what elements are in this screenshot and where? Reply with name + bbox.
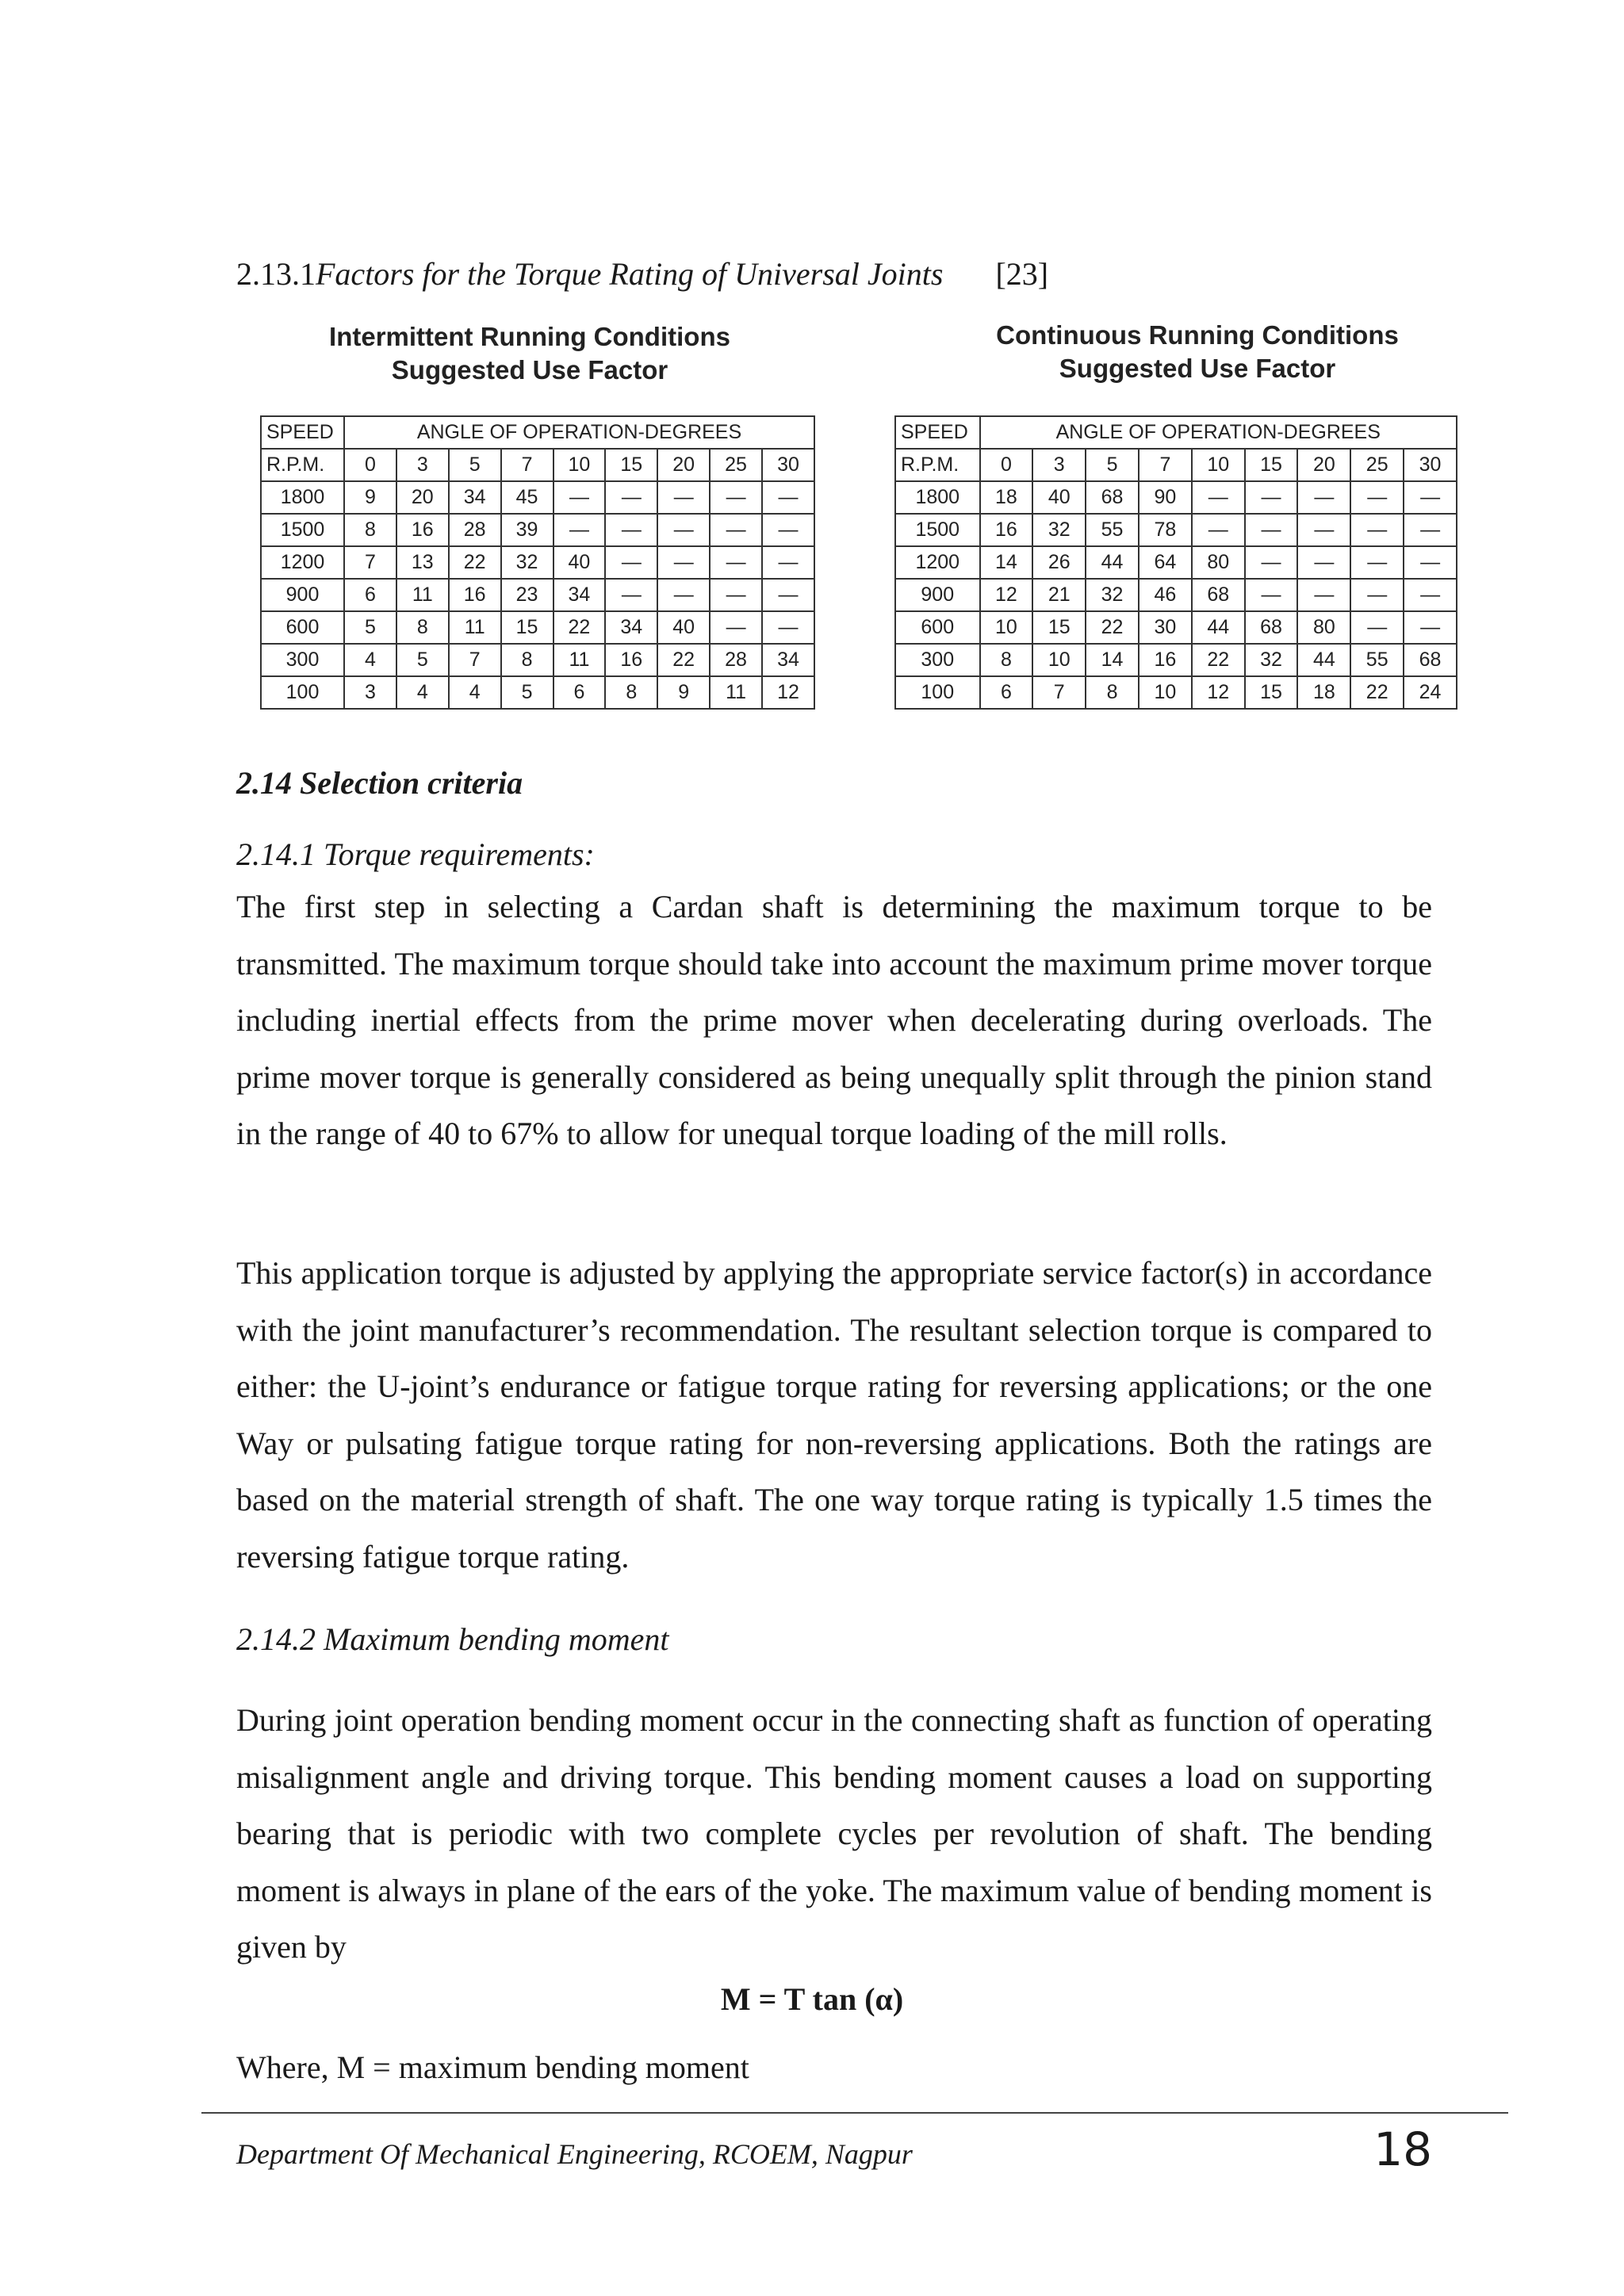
factor-cell: 22 [1086, 611, 1139, 644]
factor-cell: — [1350, 514, 1404, 546]
angle-cell: 0 [980, 449, 1033, 481]
table-row [895, 514, 1457, 546]
factor-cell: 44 [1297, 644, 1350, 676]
factor-cell: — [1350, 611, 1404, 644]
factor-cell: — [1297, 514, 1350, 546]
factor-cell: 7 [344, 546, 396, 579]
rpm-cell: 100 [895, 676, 980, 709]
continuous-factor-table [894, 415, 1457, 710]
factor-cell: — [1245, 481, 1298, 514]
factor-cell: — [762, 546, 814, 579]
factor-cell: — [762, 514, 814, 546]
rpm-header: R.P.M. [261, 449, 344, 481]
angle-cell: 7 [501, 449, 553, 481]
table-row [895, 546, 1457, 579]
table-row [261, 481, 814, 514]
intermittent-caption [260, 320, 799, 387]
intermittent-factor-table [260, 415, 815, 710]
factor-cell: 15 [1245, 676, 1298, 709]
factor-cell: 39 [501, 514, 553, 546]
paragraph-torque: The first step in selecting a Cardan shaft is determining the maximum torque to be transmitted. The maximum torque should take into account the maximum prime mover torque including inertial effects from the prime mover when decelerating during overloads. The prime mover torque is generally considered as being unequally split through the pinion stand in the range of 40 to 67% to allow for unequal torque loading of the mill rolls. [236, 889, 1432, 1152]
angle-cell: 30 [1404, 449, 1457, 481]
factor-cell: 20 [396, 481, 449, 514]
factor-cell: — [710, 481, 762, 514]
angle-cell: 25 [710, 449, 762, 481]
factor-cell: 34 [605, 611, 657, 644]
factor-cell: — [605, 546, 657, 579]
table-row [261, 514, 814, 546]
factor-cell: 68 [1086, 481, 1139, 514]
factor-cell: 11 [396, 579, 449, 611]
factor-cell: 8 [396, 611, 449, 644]
angle-cell: 7 [1139, 449, 1192, 481]
angle-cell: 25 [1350, 449, 1404, 481]
angle-cell: 20 [657, 449, 710, 481]
factor-cell: 34 [553, 579, 606, 611]
factor-cell: — [1297, 579, 1350, 611]
footer-divider [201, 2112, 1508, 2114]
factor-cell: 32 [1086, 579, 1139, 611]
paragraph-service-factor: This application torque is adjusted by applying the appropriate service factor(s) in accordance with the joint manufacturer’s recommendation. The resultant selection torque is compared to either: the U-joint’s endurance or fatigue torque rating for reversing applications; or the one Way or pulsating fatigue torque rating for non-reversing applications. Both the ratings are based on the material strength of shaft. The one way torque rating is typically 1.5 times the reversing fatigue torque rating. [236, 1255, 1432, 1575]
factor-cell: 5 [501, 676, 553, 709]
factor-cell: 55 [1086, 514, 1139, 546]
factor-cell: 22 [449, 546, 501, 579]
factor-cell: 18 [1297, 676, 1350, 709]
factor-cell: 14 [1086, 644, 1139, 676]
factor-cell: 30 [1139, 611, 1192, 644]
factor-cell: 4 [396, 676, 449, 709]
table-row [895, 579, 1457, 611]
factor-cell: 16 [605, 644, 657, 676]
factor-cell: — [605, 481, 657, 514]
table-row [895, 676, 1457, 709]
angle-cell: 15 [1245, 449, 1298, 481]
bending-moment-heading: 2.14.2 Maximum bending moment [236, 1621, 669, 1657]
angle-header: ANGLE OF OPERATION-DEGREES [344, 416, 814, 449]
factor-cell: 80 [1192, 546, 1245, 579]
factor-cell: 22 [1192, 644, 1245, 676]
factor-cell: — [553, 514, 606, 546]
factor-cell: 34 [449, 481, 501, 514]
factor-cell: 34 [762, 644, 814, 676]
factor-cell: — [657, 481, 710, 514]
angle-cell: 30 [762, 449, 814, 481]
factor-cell: 5 [396, 644, 449, 676]
factor-cell: 10 [980, 611, 1033, 644]
factor-cell: — [657, 579, 710, 611]
factor-cell: — [762, 481, 814, 514]
factor-cell: — [1192, 514, 1245, 546]
factor-cell: 64 [1139, 546, 1192, 579]
factor-cell: — [657, 546, 710, 579]
factor-cell: 8 [605, 676, 657, 709]
factor-cell: — [710, 579, 762, 611]
factor-cell: — [1245, 546, 1298, 579]
selection-criteria-heading: 2.14 Selection criteria [236, 765, 523, 801]
factor-cell: 23 [501, 579, 553, 611]
rpm-cell: 1800 [895, 481, 980, 514]
factor-cell: 24 [1404, 676, 1457, 709]
intermittent-caption-line2: Suggested Use Factor [391, 355, 668, 385]
factor-cell: 12 [980, 579, 1033, 611]
factor-cell: 10 [1139, 676, 1192, 709]
factor-cell: 4 [449, 676, 501, 709]
factor-cell: 16 [396, 514, 449, 546]
table-row [895, 644, 1457, 676]
table-row [895, 611, 1457, 644]
rpm-header: R.P.M. [895, 449, 980, 481]
factor-cell: 90 [1139, 481, 1192, 514]
factor-cell: 16 [449, 579, 501, 611]
factor-cell: — [1192, 481, 1245, 514]
continuous-caption-line1: Continuous Running Conditions [996, 320, 1399, 350]
factor-cell: 45 [501, 481, 553, 514]
factor-cell: 18 [980, 481, 1033, 514]
factor-cell: 16 [980, 514, 1033, 546]
table-row [895, 481, 1457, 514]
table-row [261, 611, 814, 644]
factor-cell: 3 [344, 676, 396, 709]
angle-cell: 3 [1032, 449, 1086, 481]
factor-cell: 8 [980, 644, 1033, 676]
factor-cell: 40 [553, 546, 606, 579]
factor-cell: — [1404, 481, 1457, 514]
factor-cell: — [1404, 611, 1457, 644]
factor-cell: 46 [1139, 579, 1192, 611]
angle-cell: 3 [396, 449, 449, 481]
paragraph-bending: During joint operation bending moment occur in the connecting shaft as function of operating misalignment angle and driving torque. This bending moment causes a load on supporting bearing that is periodic with two complete cycles per revolution of shaft. The bending moment is always in plane of the ears of the yoke. The maximum value of bending moment is given by [236, 1702, 1432, 1965]
table-row [261, 546, 814, 579]
factor-cell: 32 [1032, 514, 1086, 546]
section-reference: [23] [995, 256, 1049, 292]
factor-cell: 15 [1032, 611, 1086, 644]
factor-cell: 78 [1139, 514, 1192, 546]
rpm-cell: 300 [261, 644, 344, 676]
factor-cell: 22 [553, 611, 606, 644]
factor-cell: — [762, 611, 814, 644]
table-header-row [895, 416, 1457, 449]
factor-cell: — [710, 546, 762, 579]
angle-cell: 5 [1086, 449, 1139, 481]
angle-cell: 5 [449, 449, 501, 481]
angle-cell: 10 [1192, 449, 1245, 481]
factor-cell: — [1404, 579, 1457, 611]
factor-cell: 6 [344, 579, 396, 611]
factor-cell: 68 [1245, 611, 1298, 644]
rpm-cell: 900 [261, 579, 344, 611]
torque-requirements-heading: 2.14.1 Torque requirements: [236, 836, 595, 872]
factor-cell: 28 [710, 644, 762, 676]
speed-header: SPEED [261, 416, 344, 449]
factor-cell: — [1245, 579, 1298, 611]
rpm-cell: 100 [261, 676, 344, 709]
rpm-cell: 1800 [261, 481, 344, 514]
factor-cell: 22 [657, 644, 710, 676]
factor-cell: 16 [1139, 644, 1192, 676]
factor-cell: 8 [1086, 676, 1139, 709]
factor-cell: 7 [449, 644, 501, 676]
factor-cell: 8 [501, 644, 553, 676]
angle-cell: 20 [1297, 449, 1350, 481]
rpm-cell: 1200 [895, 546, 980, 579]
factor-cell: 21 [1032, 579, 1086, 611]
bending-moment-formula: M = T tan (α) [720, 1981, 904, 2017]
factor-cell: 9 [657, 676, 710, 709]
rpm-cell: 600 [261, 611, 344, 644]
factor-cell: 10 [1032, 644, 1086, 676]
factor-cell: 28 [449, 514, 501, 546]
factor-cell: — [1297, 481, 1350, 514]
table-row [261, 644, 814, 676]
factor-cell: 44 [1192, 611, 1245, 644]
rpm-cell: 1200 [261, 546, 344, 579]
section-number: 2.13.1 [236, 256, 316, 292]
factor-cell: 7 [1032, 676, 1086, 709]
factor-cell: 9 [344, 481, 396, 514]
section-title: Factors for the Torque Rating of Universal Joints [316, 256, 944, 292]
table-header-row [261, 416, 814, 449]
rpm-cell: 1500 [895, 514, 980, 546]
factor-cell: — [553, 481, 606, 514]
factor-cell: — [605, 514, 657, 546]
factor-cell: 22 [1350, 676, 1404, 709]
intermittent-caption-line1: Intermittent Running Conditions [329, 322, 730, 351]
factor-cell: 8 [344, 514, 396, 546]
angle-row [261, 449, 814, 481]
page-number: 18 [1373, 2122, 1432, 2176]
factor-cell: 40 [657, 611, 710, 644]
factor-cell: 11 [710, 676, 762, 709]
factor-cell: 14 [980, 546, 1033, 579]
factor-cell: 40 [1032, 481, 1086, 514]
factor-cell: — [1350, 579, 1404, 611]
factor-cell: — [1404, 546, 1457, 579]
factor-cell: — [605, 579, 657, 611]
rpm-cell: 300 [895, 644, 980, 676]
factor-cell: — [710, 611, 762, 644]
factor-cell: 6 [980, 676, 1033, 709]
footer-department: Department Of Mechanical Engineering, RCOEM, Nagpur [236, 2138, 913, 2170]
factor-cell: — [1297, 546, 1350, 579]
continuous-caption [928, 319, 1467, 385]
factor-cell: 6 [553, 676, 606, 709]
factor-cell: 11 [553, 644, 606, 676]
factor-cell: — [1350, 481, 1404, 514]
angle-header: ANGLE OF OPERATION-DEGREES [980, 416, 1457, 449]
factor-cell: — [1245, 514, 1298, 546]
continuous-caption-line2: Suggested Use Factor [1059, 354, 1336, 383]
angle-cell: 15 [605, 449, 657, 481]
rpm-cell: 600 [895, 611, 980, 644]
factor-cell: 4 [344, 644, 396, 676]
factor-cell: — [657, 514, 710, 546]
factor-cell: 11 [449, 611, 501, 644]
table-row [261, 579, 814, 611]
factor-cell: 12 [1192, 676, 1245, 709]
formula-where: Where, M = maximum bending moment [236, 2049, 749, 2085]
angle-cell: 0 [344, 449, 396, 481]
rpm-cell: 900 [895, 579, 980, 611]
factor-cell: 26 [1032, 546, 1086, 579]
factor-cell: 80 [1297, 611, 1350, 644]
factor-cell: 55 [1350, 644, 1404, 676]
factor-cell: 32 [501, 546, 553, 579]
factor-cell: 68 [1192, 579, 1245, 611]
section-heading [236, 252, 1048, 297]
speed-header: SPEED [895, 416, 980, 449]
factor-cell: 68 [1404, 644, 1457, 676]
table-row [261, 676, 814, 709]
factor-cell: 5 [344, 611, 396, 644]
factor-cell: — [1350, 546, 1404, 579]
factor-cell: 44 [1086, 546, 1139, 579]
factor-cell: 13 [396, 546, 449, 579]
angle-cell: 10 [553, 449, 606, 481]
factor-cell: 12 [762, 676, 814, 709]
factor-cell: — [710, 514, 762, 546]
factor-cell: — [762, 579, 814, 611]
rpm-cell: 1500 [261, 514, 344, 546]
factor-cell: — [1404, 514, 1457, 546]
angle-row [895, 449, 1457, 481]
factor-cell: 15 [501, 611, 553, 644]
factor-cell: 32 [1245, 644, 1298, 676]
